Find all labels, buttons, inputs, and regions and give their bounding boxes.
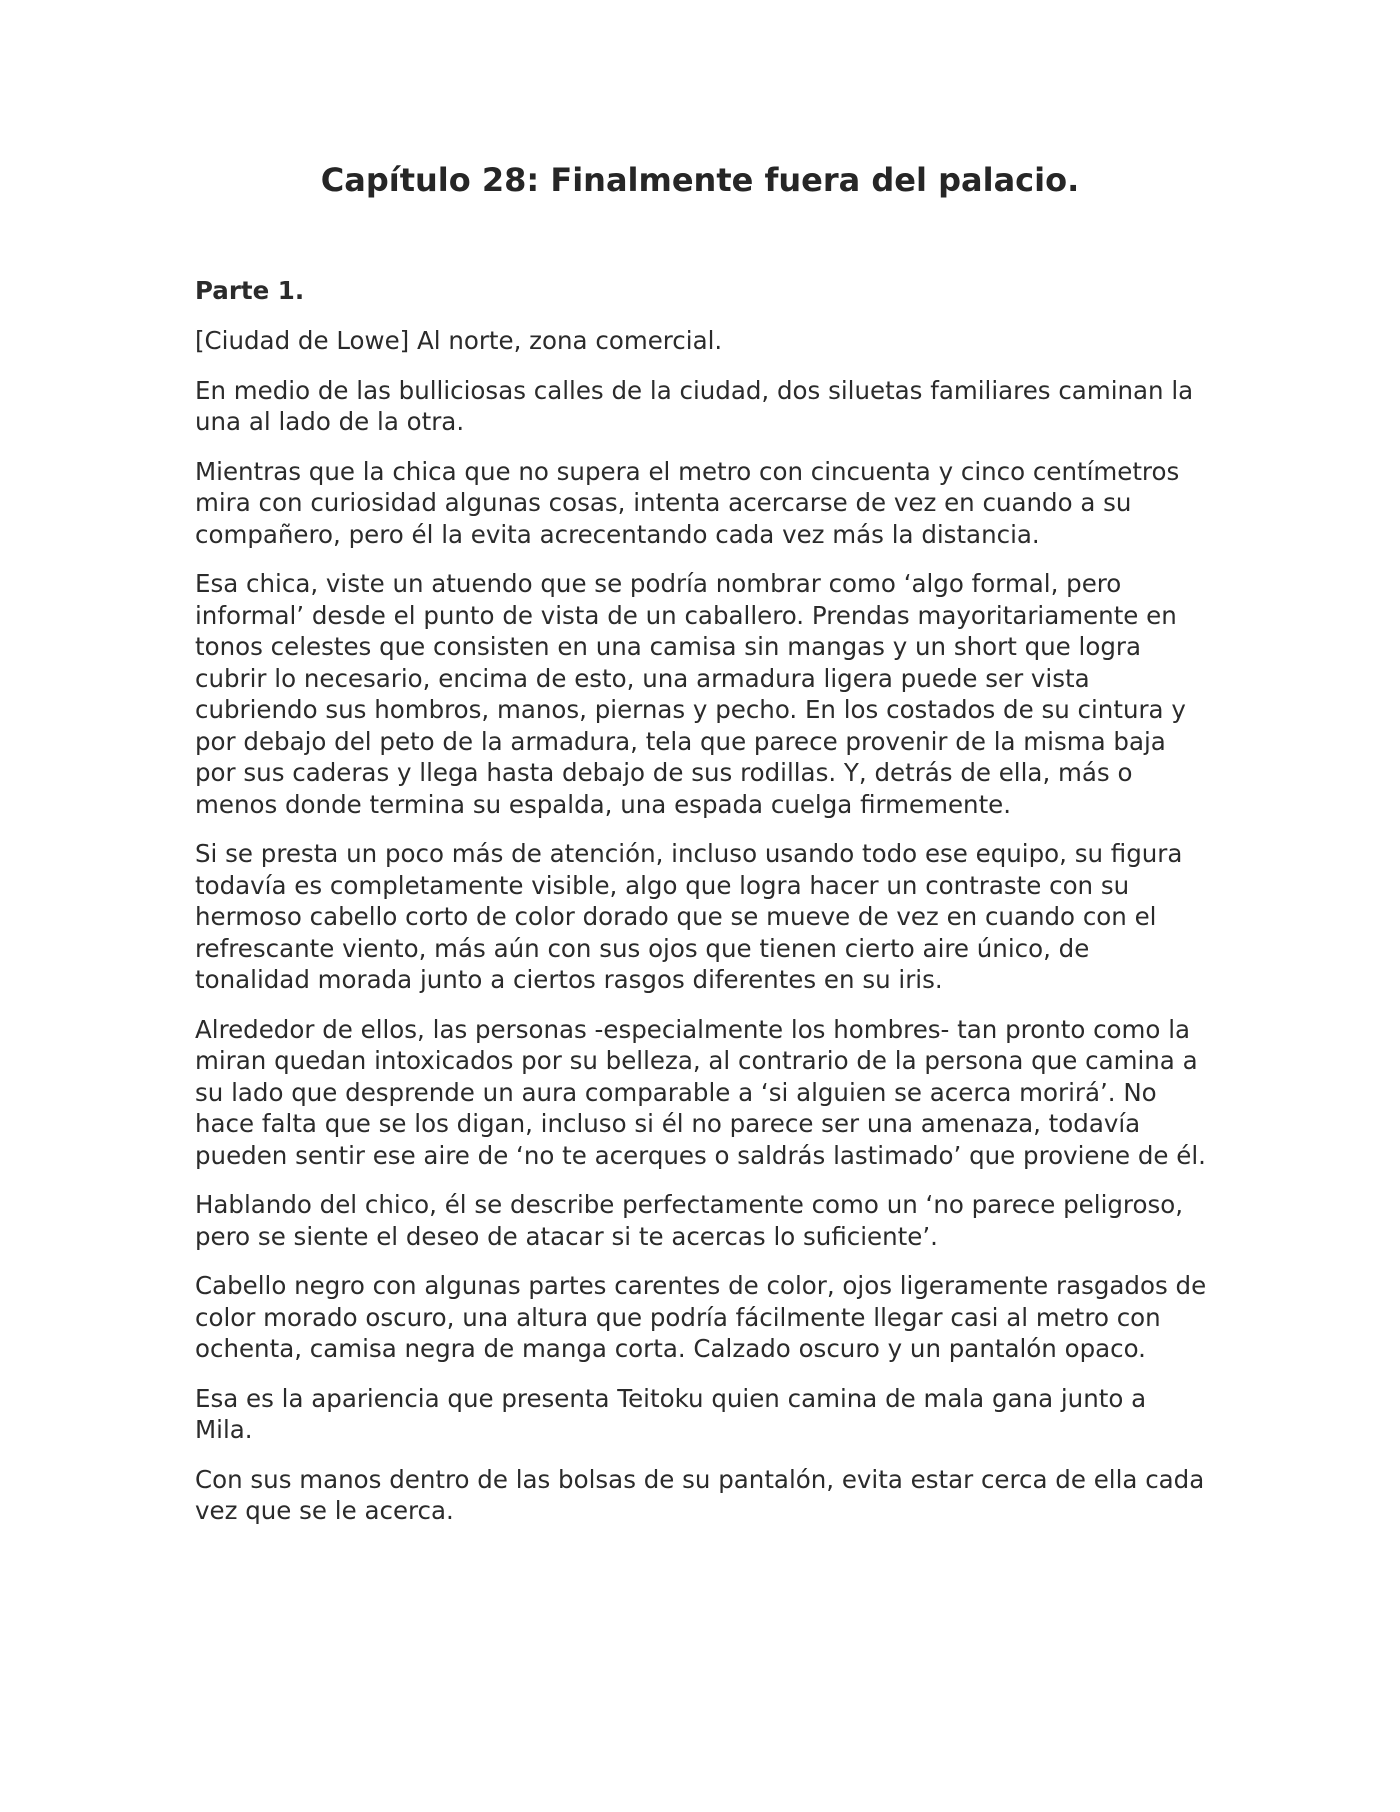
paragraph-boy-appearance: Cabello negro con algunas partes carentes de color, ojos ligeramente rasgados de color morado oscuro, una altura que podría fácilmente llegar casi al metro con ochenta, camisa negra de manga corta. Calzado oscuro y un pantalón opaco. [195,1271,1207,1363]
paragraph-teitoku-mila: Esa es la apariencia que presenta Teitoku quien camina de mala gana junto a Mila. [195,1383,1147,1444]
paragraph-boy-description: Hablando del chico, él se describe perfectamente como un ‘no parece peligroso, pero se siente el deseo de atacar si te acercas lo suficiente’. [195,1190,1183,1251]
paragraph-avoids-her: Con sus manos dentro de las bolsas de su pantalón, evita estar cerca de ella cada vez que se le acerca. [195,1464,1205,1525]
paragraph-two-silhouettes: En medio de las bulliciosas calles de la ciudad, dos siluetas familiares caminan la una al lado de la otra. [195,375,1194,436]
paragraph-girl-approaches: Mientras que la chica que no supera el metro con cincuenta y cinco centímetros mira con curiosidad algunas cosas, intenta acercarse de vez en cuando a su compañero, pero él la evita acrecentando cada vez más la distancia. [195,456,1180,549]
paragraph-setting: [Ciudad de Lowe] Al norte, zona comercial. [195,326,723,355]
chapter-title: Capítulo 28: Finalmente fuera del palacio. [320,161,1080,199]
chapter-body [195,275,1210,1545]
paragraph-people-around: Alrededor de ellos, las personas -especialmente los hombres- tan pronto como la miran quedan intoxicados por su belleza, al contrario de la persona que camina a su lado que desprende un aura comparable a ‘si alguien se acerca morirá’. No hace falta que se los digan, incluso si él no parece ser una amenaza, todavía pueden sentir ese aire de ‘no te acerques o saldrás lastimado’ que proviene de él. [195,1014,1206,1170]
paragraph-girl-outfit: Esa chica, viste un atuendo que se podría nombrar como ‘algo formal, pero informal’ desde el punto de vista de un caballero. Prendas mayoritariamente en tonos celestes que consisten en una camisa sin mangas y un short que logra cubrir lo necesario, encima de esto, una armadura ligera puede ser vista cubriendo sus hombros, manos, piernas y pecho. En los costados de su cintura y por debajo del peto de la armadura, tela que parece provenir de la misma baja por sus caderas y llega hasta debajo de sus rodillas. Y, detrás de ella, más o menos donde termina su espalda, una espada cuelga firmemente. [195,569,1186,819]
section-heading: Parte 1. [195,276,305,305]
paragraph-girl-appearance: Si se presta un poco más de atención, incluso usando todo ese equipo, su figura todavía es completamente visible, algo que logra hacer un contraste con su hermoso cabello corto de color dorado que se mueve de vez en cuando con el refrescante viento, más aún con sus ojos que tienen cierto aire único, de tonalidad morada junto a ciertos rasgos diferentes en su iris. [195,839,1183,994]
